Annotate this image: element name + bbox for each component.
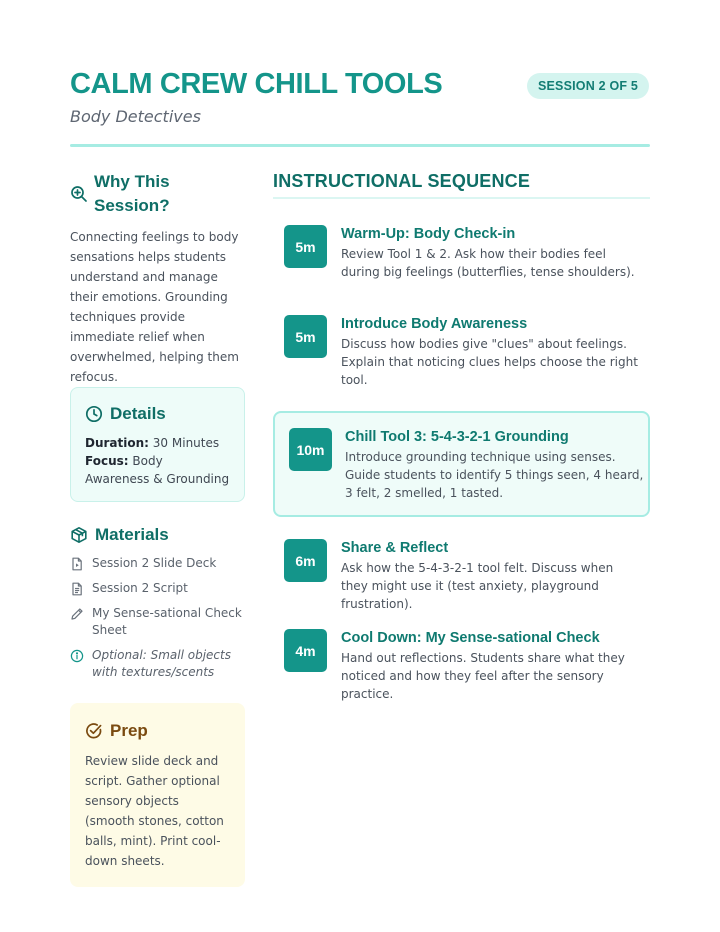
details-card [70,387,245,502]
session-badge: SESSION 2 OF 5 [527,73,649,99]
sequence-title: INSTRUCTIONAL SEQUENCE [273,171,531,191]
page-title: CALM CREW CHILL TOOLS [70,68,443,100]
list-item [70,580,245,597]
sequence-step [273,212,650,292]
clock-icon [85,405,103,423]
duration-label: Duration: [85,436,149,450]
details-header [85,404,230,424]
material-label: Session 2 Slide Deck [92,556,217,570]
sequence-step [273,302,650,398]
duration-value: 30 Minutes [152,436,220,450]
pencil-icon [70,607,84,621]
sequence-step [273,616,650,701]
step-time-badge: 5m [284,315,327,358]
details-title: Details [110,404,166,423]
why-section [70,170,245,387]
list-item [70,605,245,639]
step-title: Introduce Body Awareness [341,316,528,332]
step-text: Introduce grounding technique using senses. Guide students to identify 5 things seen, 4 heard, 3 felt, 2 smelled, 1 tasted. [345,450,644,500]
materials-section [70,525,245,689]
prep-title: Prep [110,721,148,740]
materials-list [70,555,245,681]
file-text-icon [70,582,84,596]
focus-line [85,452,230,488]
step-text: Ask how the 5-4-3-2-1 tool felt. Discuss when they might use it (test anxiety, playground frustration). [341,561,614,611]
prep-header [85,721,231,741]
step-text: Hand out reflections. Students share what they noticed and how they feel after the sensory practice. [341,651,625,701]
why-text: Connecting feelings to body sensations helps students understand and manage their emotions. Grounding techniques provide immediate relief when overwhelmed, helping them refocus. [70,230,239,384]
page-subtitle: Body Detectives [70,107,201,126]
material-label: Optional: Small objects with textures/scents [92,648,231,679]
step-time-badge: 4m [284,629,327,672]
check-circle-icon [85,722,103,740]
focus-label: Focus: [85,454,129,468]
prep-text: Review slide deck and script. Gather optional sensory objects (smooth stones, cotton balls, mint). Print cool-down sheets. [85,754,224,868]
step-text: Discuss how bodies give "clues" about feelings. Explain that noticing clues helps choose the right tool. [341,337,638,387]
prep-card [70,703,245,887]
why-header [70,170,245,218]
step-title: Share & Reflect [341,540,449,556]
step-body [341,315,641,389]
list-item [70,647,245,681]
step-body [341,225,641,281]
header-divider [70,144,650,147]
details-lines [85,434,230,488]
step-time-badge: 10m [289,428,332,471]
file-play-icon [70,557,84,571]
materials-title: Materials [95,525,169,544]
focus-value: Body Awareness & Grounding [85,454,230,486]
sequence-step [273,526,650,611]
step-text: Review Tool 1 & 2. Ask how their bodies feel during big feelings (butterflies, tense shoulders). [341,247,635,279]
step-body [341,539,641,613]
list-item [70,555,245,572]
info-icon [70,649,84,663]
magnifier-plus-icon [70,185,88,203]
material-label: My Sense-sational Check Sheet [92,606,242,637]
cube-icon [70,526,88,544]
step-time-badge: 5m [284,225,327,268]
sequence-step-highlighted [273,411,650,517]
step-time-badge: 6m [284,539,327,582]
materials-header [70,525,245,545]
step-title: Warm-Up: Body Check-in [341,226,516,242]
duration-line [85,434,230,452]
why-title: Why This Session? [94,172,170,215]
step-body [341,629,641,703]
step-title: Chill Tool 3: 5-4-3-2-1 Grounding [345,429,569,445]
sequence-divider [273,197,650,199]
material-label: Session 2 Script [92,581,188,595]
step-title: Cool Down: My Sense-sational Check [341,630,600,646]
step-body [345,428,645,502]
